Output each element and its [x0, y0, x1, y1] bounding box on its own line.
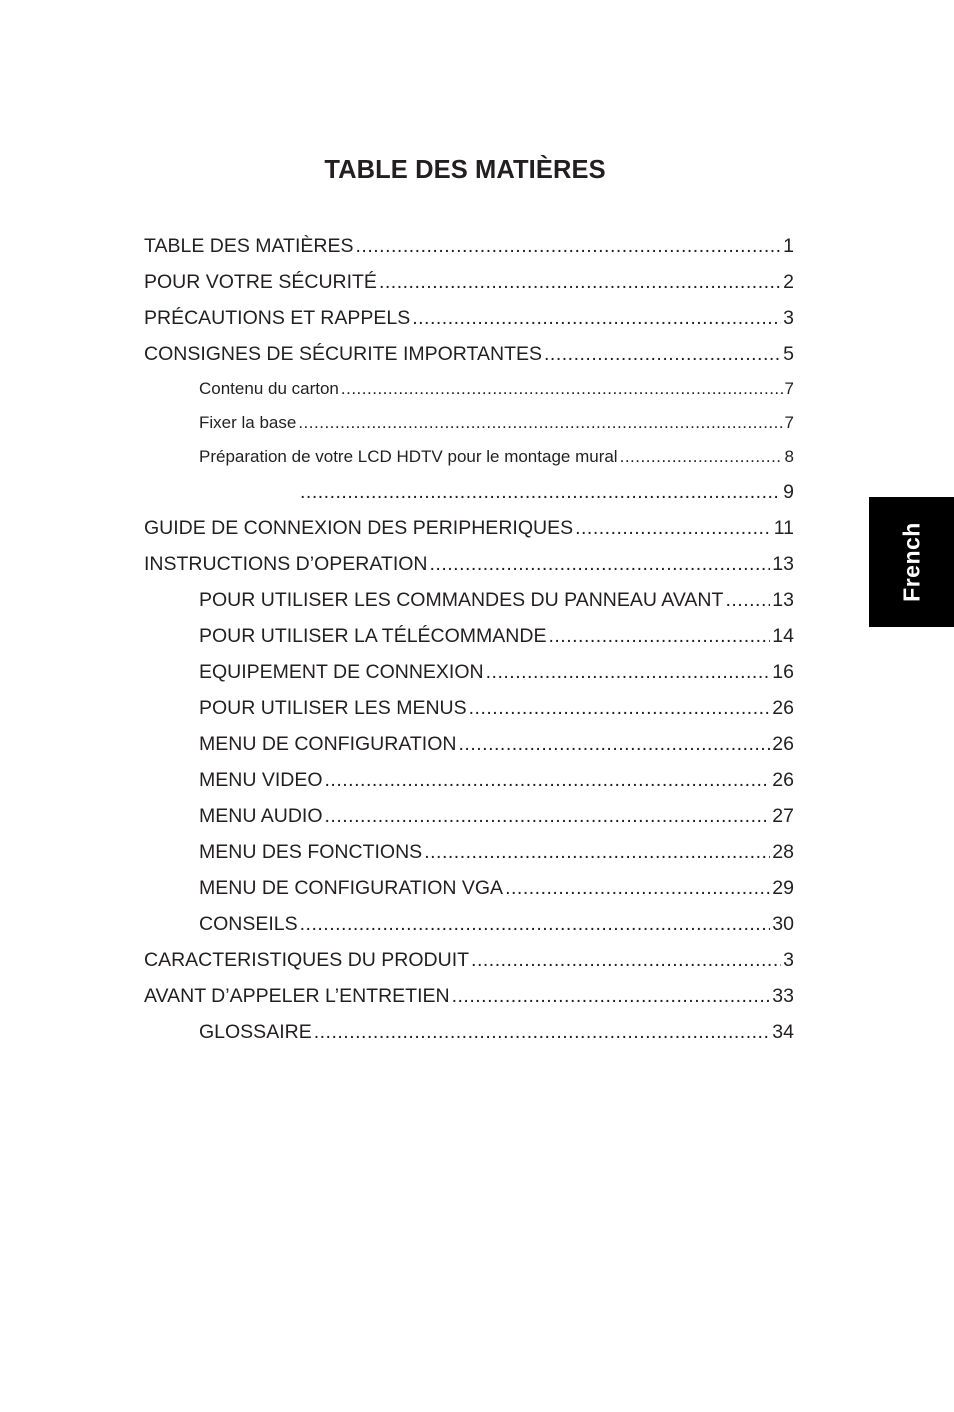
toc-dot-leader — [341, 372, 783, 406]
toc-entry-label: CONSIGNES DE SÉCURITE IMPORTANTES — [144, 343, 542, 365]
toc-dot-leader — [298, 406, 782, 440]
toc-entry-label: MENU VIDEO — [199, 769, 323, 791]
toc-entry[interactable] — [144, 906, 794, 942]
toc-entry[interactable] — [144, 440, 794, 474]
toc-entry[interactable] — [144, 834, 794, 870]
toc-entry-label: Préparation de votre LCD HDTV pour le montage mural — [199, 447, 618, 466]
toc-entry-label: GLOSSAIRE — [199, 1021, 312, 1043]
toc-entry-page: 26 — [772, 733, 794, 755]
toc-dot-leader — [452, 978, 771, 1014]
toc-entry[interactable] — [144, 336, 794, 372]
toc-entry-page: 16 — [772, 661, 794, 683]
toc-entry-label: CARACTERISTIQUES DU PRODUIT — [144, 949, 470, 971]
toc-entry-page: 13 — [772, 553, 794, 575]
toc-entry-page: 8 — [784, 447, 794, 466]
toc-dot-leader — [505, 870, 770, 906]
toc-entry[interactable] — [144, 978, 794, 1014]
toc-dot-leader — [325, 798, 771, 834]
toc-entry[interactable] — [144, 654, 794, 690]
toc-entry-label: MENU DE CONFIGURATION — [199, 733, 457, 755]
toc-entry-label: POUR UTILISER LA TÉLÉCOMMANDE — [199, 625, 547, 647]
table-of-contents — [144, 228, 794, 1050]
toc-entry-page: 27 — [772, 805, 794, 827]
toc-dot-leader — [314, 1014, 771, 1050]
toc-dot-leader — [548, 618, 770, 654]
toc-entry-page: 26 — [772, 769, 794, 791]
toc-dot-leader — [575, 510, 772, 546]
toc-dot-leader — [300, 906, 771, 942]
toc-entry-page: 7 — [784, 413, 794, 432]
toc-entry-page: 3 — [783, 949, 794, 971]
toc-dot-leader — [300, 474, 781, 510]
toc-entry-page: 33 — [772, 985, 794, 1007]
toc-entry[interactable] — [144, 582, 794, 618]
toc-dot-leader — [725, 582, 770, 618]
toc-dot-leader — [379, 264, 781, 300]
toc-entry-label: POUR VOTRE SÉCURITÉ — [144, 271, 377, 293]
toc-entry-label: CONSEILS — [199, 913, 298, 935]
toc-entry[interactable] — [144, 510, 794, 546]
toc-entry-page: 11 — [773, 517, 794, 539]
toc-entry-page: 30 — [772, 913, 794, 935]
toc-entry-page: 7 — [784, 379, 794, 398]
toc-entry-label: PRÉCAUTIONS ET RAPPELS — [144, 307, 411, 329]
toc-entry-label: EQUIPEMENT DE CONNEXION — [199, 661, 484, 683]
toc-dot-leader — [325, 762, 771, 798]
toc-entry-label: MENU DES FONCTIONS — [199, 841, 423, 863]
toc-entry[interactable] — [144, 762, 794, 798]
toc-entry-page: 14 — [772, 625, 794, 647]
toc-dot-leader — [424, 834, 770, 870]
toc-entry[interactable] — [144, 264, 794, 300]
toc-dot-leader — [356, 228, 782, 264]
toc-entry[interactable] — [144, 406, 794, 440]
toc-entry[interactable] — [144, 1014, 794, 1050]
toc-dot-leader — [458, 726, 770, 762]
toc-dot-leader — [544, 336, 781, 372]
toc-entry[interactable] — [144, 228, 794, 264]
toc-entry[interactable] — [144, 474, 794, 510]
toc-entry-label: INSTRUCTIONS D’OPERATION — [144, 553, 428, 575]
toc-entry[interactable] — [144, 300, 794, 336]
toc-entry-page: 9 — [783, 481, 794, 503]
toc-entry-page: 1 — [783, 235, 794, 257]
toc-entry-page: 29 — [772, 877, 794, 899]
toc-entry[interactable] — [144, 798, 794, 834]
toc-entry[interactable] — [144, 942, 794, 978]
toc-entry[interactable] — [144, 726, 794, 762]
toc-entry-page: 13 — [772, 589, 794, 611]
toc-entry-page: 28 — [772, 841, 794, 863]
toc-entry-label: MENU DE CONFIGURATION VGA — [199, 877, 504, 899]
toc-entry-label: Fixer la base — [199, 413, 297, 432]
toc-entry-page: 34 — [772, 1021, 794, 1043]
toc-entry-label: AVANT D’APPELER L’ENTRETIEN — [144, 985, 450, 1007]
toc-dot-leader — [429, 546, 770, 582]
toc-entry[interactable] — [144, 690, 794, 726]
toc-entry-label: MENU AUDIO — [199, 805, 323, 827]
toc-entry[interactable] — [144, 618, 794, 654]
toc-entry-label: GUIDE DE CONNEXION DES PERIPHERIQUES — [144, 517, 574, 539]
toc-entry-label: Contenu du carton — [199, 379, 339, 398]
toc-entry-page: 3 — [783, 307, 794, 329]
language-tab — [869, 497, 954, 627]
toc-entry[interactable] — [144, 546, 794, 582]
toc-dot-leader — [471, 942, 781, 978]
page-title: TABLE DES MATIÈRES — [324, 156, 606, 184]
toc-entry[interactable] — [144, 870, 794, 906]
toc-entry-page: 5 — [783, 343, 794, 365]
toc-dot-leader — [620, 440, 783, 474]
toc-dot-leader — [486, 654, 771, 690]
toc-entry-label: POUR UTILISER LES MENUS — [199, 697, 467, 719]
toc-entry-label: TABLE DES MATIÈRES — [144, 235, 354, 257]
toc-entry-page: 26 — [772, 697, 794, 719]
toc-entry-label: POUR UTILISER LES COMMANDES DU PANNEAU AVANT — [199, 589, 724, 611]
language-tab-label: French — [898, 522, 924, 602]
toc-entry[interactable] — [144, 372, 794, 406]
toc-dot-leader — [412, 300, 781, 336]
toc-dot-leader — [469, 690, 771, 726]
toc-entry-page: 2 — [783, 271, 794, 293]
